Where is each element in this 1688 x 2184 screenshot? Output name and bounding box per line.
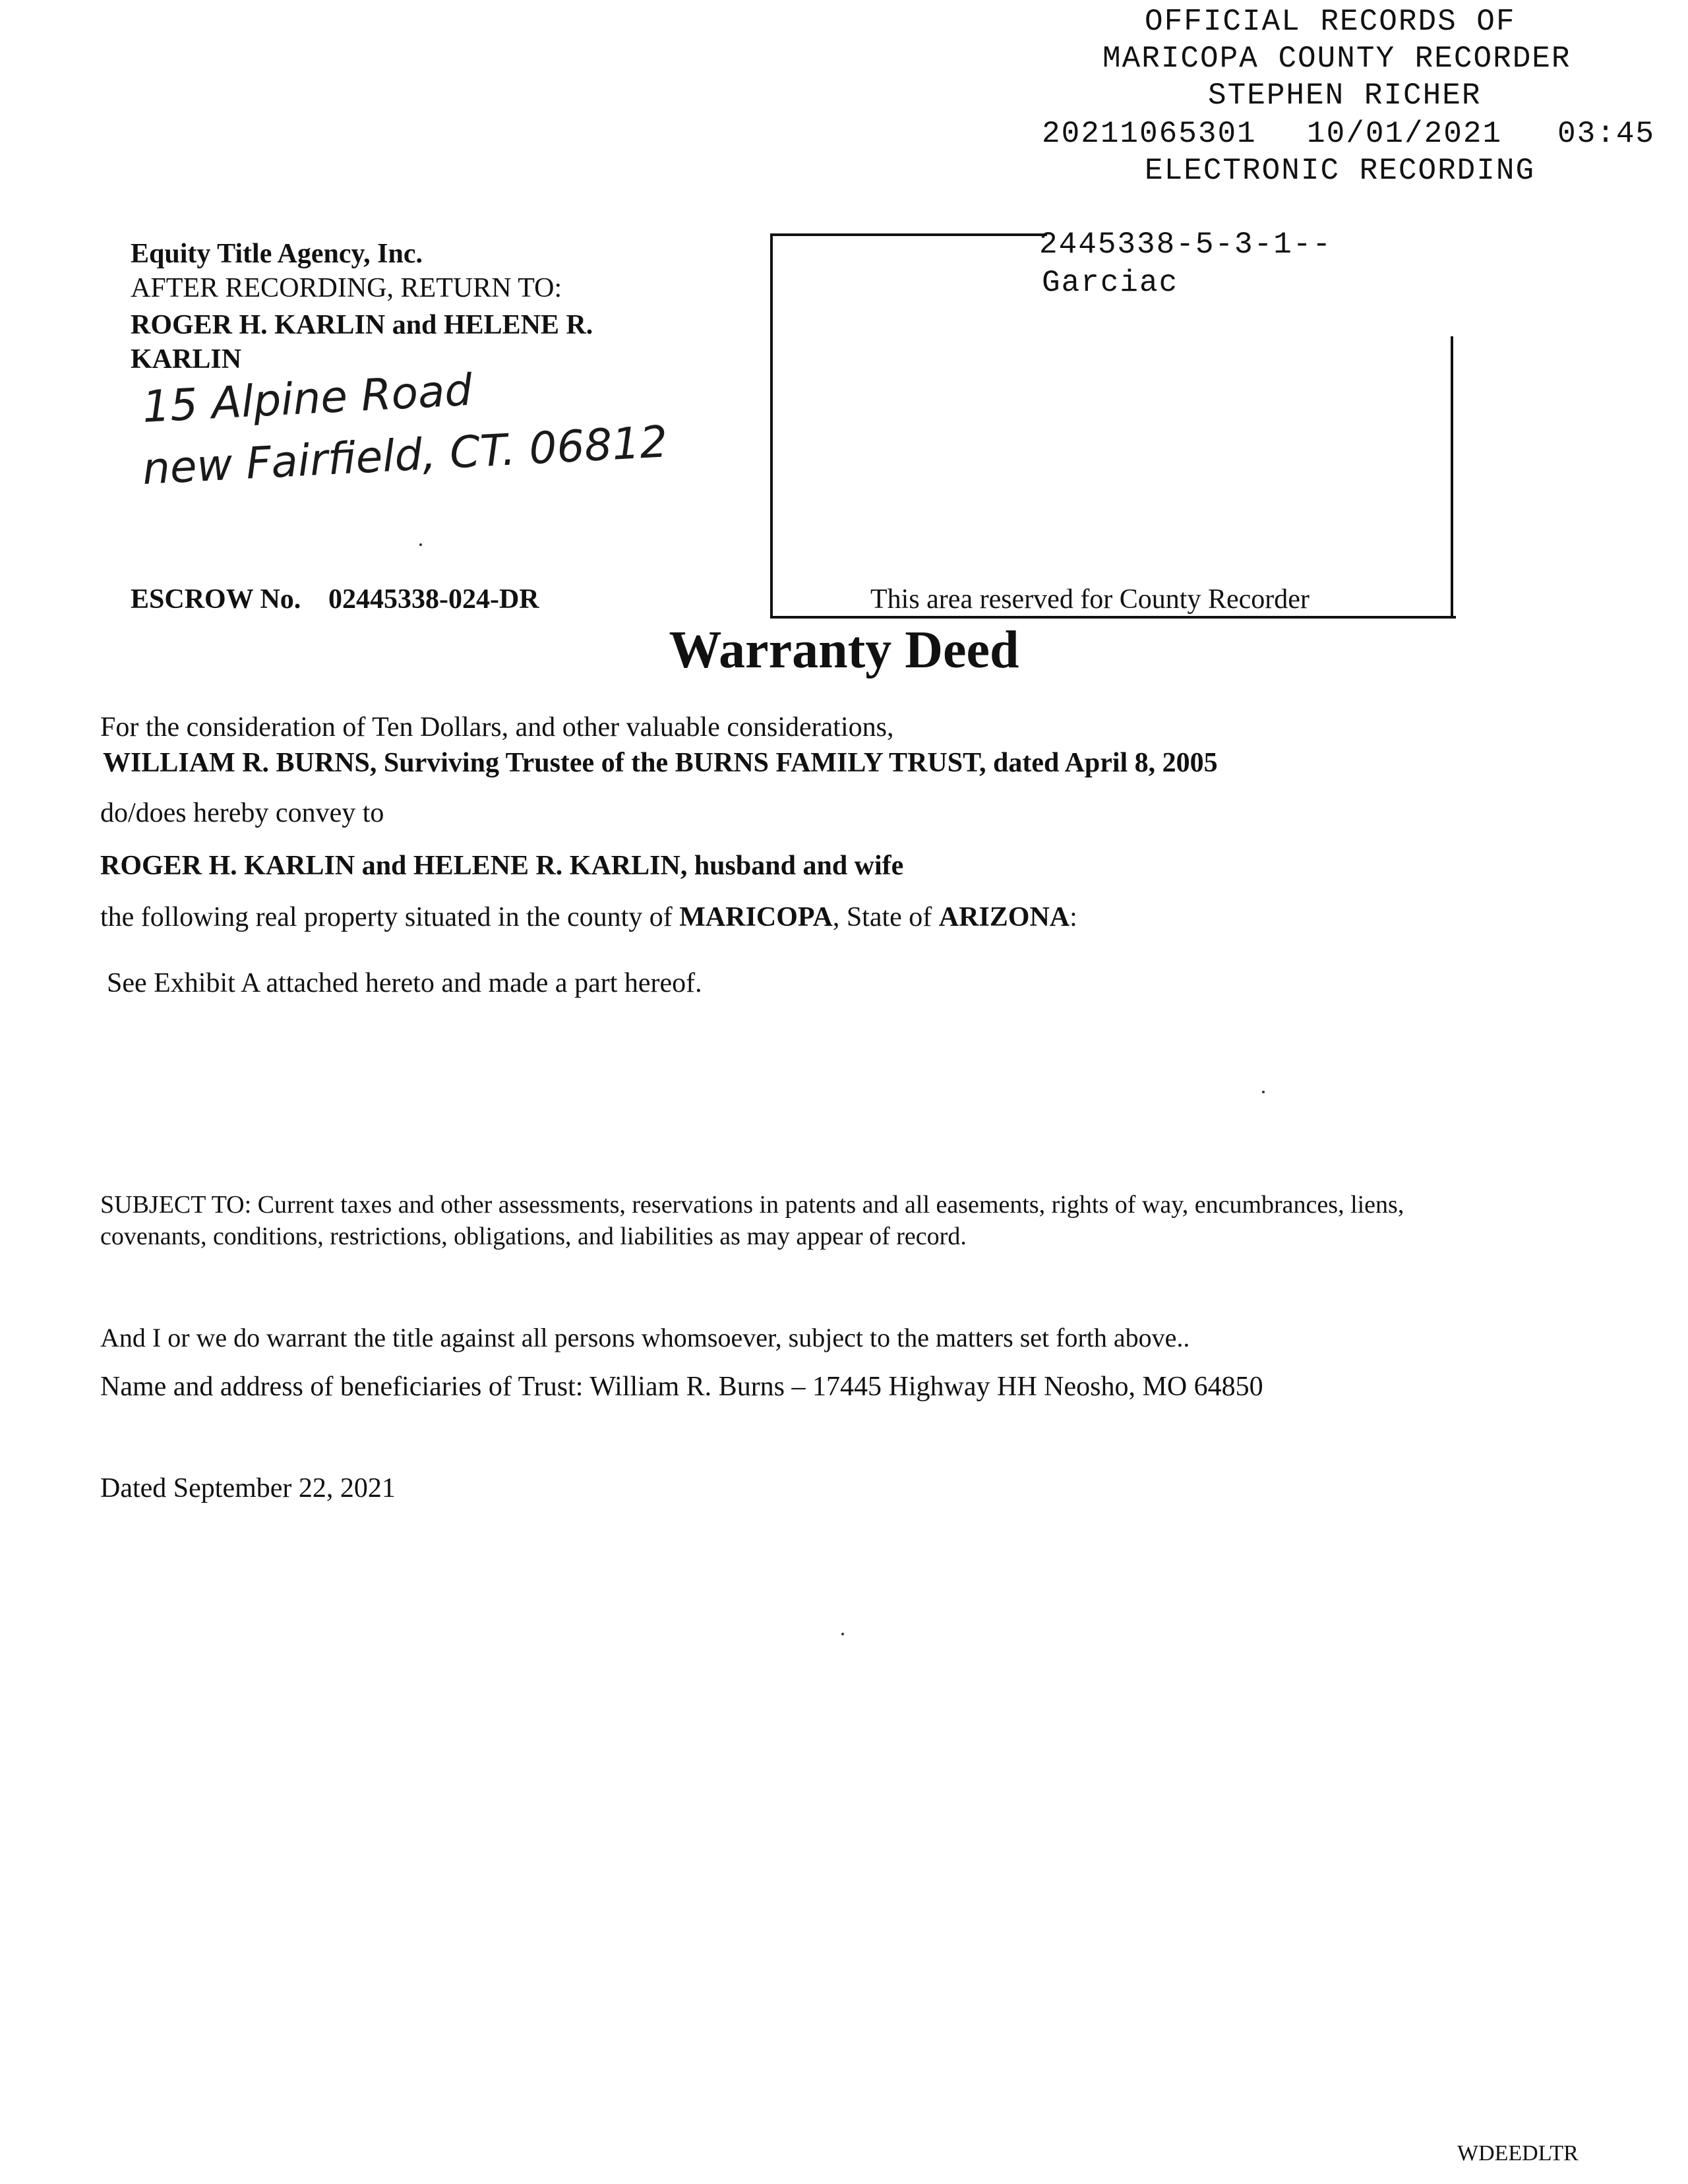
handwritten-street: 15 Alpine Road — [141, 364, 474, 433]
deed-title: Warranty Deed — [669, 621, 1019, 679]
recording-date: 10/01/2021 — [1307, 117, 1503, 151]
scan-speck — [1262, 1091, 1265, 1093]
scan-speck — [419, 543, 422, 546]
recorder-stamp-line1: OFFICIAL RECORDS OF — [1145, 5, 1516, 39]
recorder-file-code: 2445338-5-3-1-- — [1039, 228, 1333, 262]
beneficiaries-text: Name and address of beneficiaries of Trust: William R. Burns – 17445 Highway HH Neosho, MO 64850 — [100, 1372, 1263, 1402]
recorder-box-right-rule — [1451, 336, 1453, 619]
escrow-number: 02445338-024-DR — [328, 584, 539, 615]
handwritten-city: new Fairfield, CT. 06812 — [141, 416, 669, 495]
agency-name: Equity Title Agency, Inc. — [131, 239, 423, 269]
scan-speck — [841, 1633, 844, 1635]
subject-to-line1: SUBJECT TO: Current taxes and other assessments, reservations in patents and all easements, rights of way, encumbrances, liens, — [100, 1191, 1404, 1219]
warrant-text: And I or we do warrant the title against all persons whomsoever, subject to the matters set forth above.. — [100, 1323, 1190, 1352]
property-prefix: the following real property situated in the county of — [100, 902, 673, 932]
escrow-label: ESCROW No. — [131, 584, 301, 615]
property-mid: , State of — [832, 902, 932, 932]
recorder-box-top-rule — [770, 233, 1047, 236]
recorder-stamp-line3: STEPHEN RICHER — [1208, 78, 1482, 113]
recording-number: 20211065301 — [1042, 117, 1257, 151]
property-suffix: : — [1070, 902, 1077, 932]
form-code: WDEEDLTR — [1457, 2141, 1579, 2166]
recording-time: 03:45 — [1557, 117, 1656, 151]
recorder-stamp-line5: ELECTRONIC RECORDING — [1145, 154, 1536, 188]
state-name: ARIZONA — [938, 902, 1070, 932]
after-recording-label: AFTER RECORDING, RETURN TO: — [131, 273, 562, 303]
grantee-text: ROGER H. KARLIN and HELENE R. KARLIN, husband and wife — [100, 851, 904, 881]
reserved-caption: This area reserved for County Recorder — [870, 584, 1310, 615]
grantor-text: WILLIAM R. BURNS, Surviving Trustee of the BURNS FAMILY TRUST, dated April 8, 2005 — [103, 748, 1218, 778]
convey-text: do/does hereby convey to — [100, 798, 384, 828]
exhibit-text: See Exhibit A attached hereto and made a part hereof. — [107, 968, 702, 998]
return-recipients-line2: KARLIN — [131, 344, 242, 375]
recorder-stamp-line2: MARICOPA COUNTY RECORDER — [1102, 42, 1571, 76]
dated-text: Dated September 22, 2021 — [100, 1473, 396, 1503]
consideration-text: For the consideration of Ten Dollars, and other valuable considerations, — [100, 712, 894, 743]
return-recipients-line1: ROGER H. KARLIN and HELENE R. — [131, 310, 593, 340]
property-line — [100, 901, 1077, 934]
subject-to-line2: covenants, conditions, restrictions, obligations, and liabilities as may appear of record. — [100, 1223, 967, 1250]
recorder-clerk: Garciac — [1042, 266, 1179, 300]
county-name: MARICOPA — [679, 902, 833, 932]
